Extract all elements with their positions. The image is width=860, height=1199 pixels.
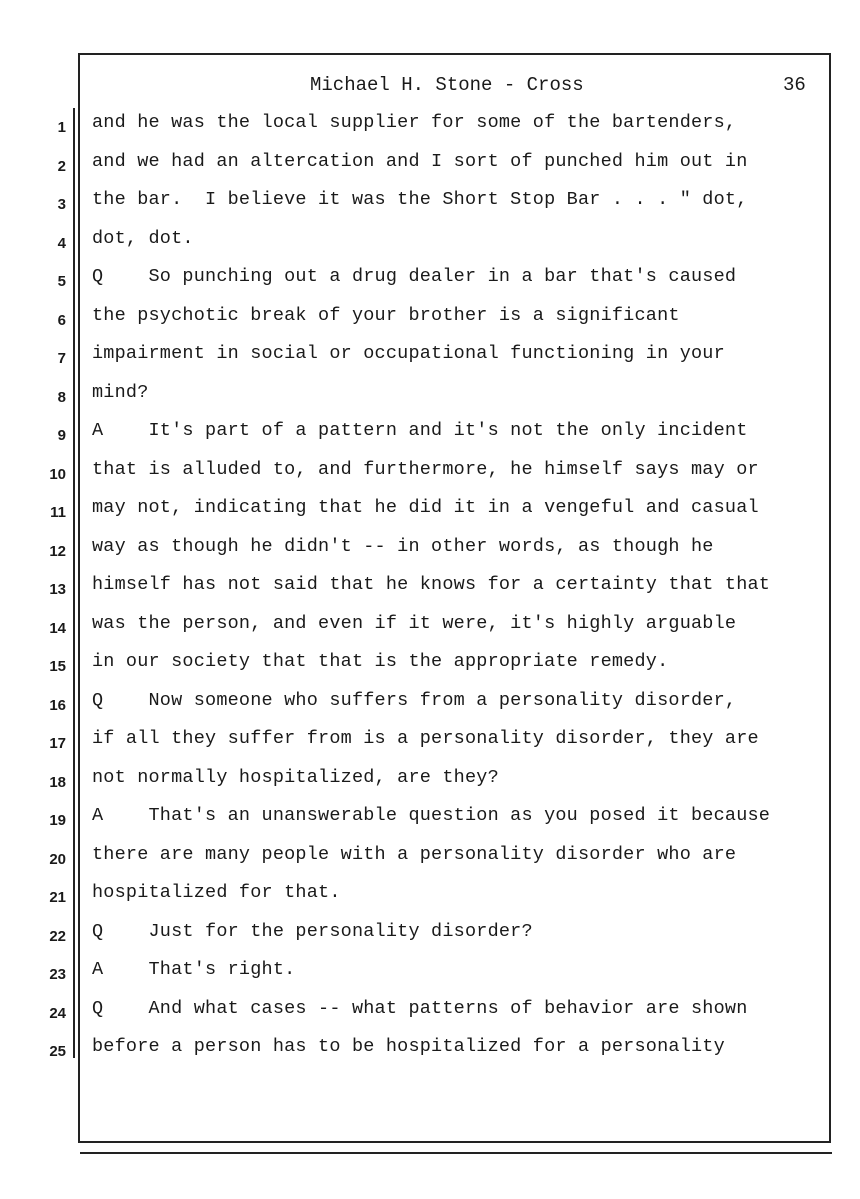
transcript-line (0, 305, 860, 344)
line-number: 4 (57, 234, 66, 252)
line-text: A That's right. (92, 959, 296, 980)
transcript-line (0, 266, 860, 305)
line-text: A It's part of a pattern and it's not the only incident (92, 420, 748, 441)
line-number: 11 (50, 504, 66, 521)
line-number: 19 (49, 812, 66, 829)
transcript-line (0, 651, 860, 690)
line-number: 10 (49, 465, 66, 483)
page-number: 36 (783, 74, 806, 96)
line-number: 15 (49, 658, 66, 675)
line-number: 17 (49, 735, 66, 752)
line-text: impairment in social or occupational functioning in your (92, 343, 725, 364)
line-number: 9 (57, 427, 66, 444)
transcript-line (0, 536, 860, 575)
transcript-line (0, 613, 860, 652)
line-text: the psychotic break of your brother is a significant (92, 304, 680, 326)
line-text: Q Now someone who suffers from a personality disorder, (92, 689, 737, 711)
page-title: Michael H. Stone - Cross (310, 74, 584, 96)
transcript-line (0, 420, 860, 459)
transcript-line (0, 690, 860, 729)
transcript-line (0, 574, 860, 613)
line-text: and he was the local supplier for some of the bartenders, (92, 112, 737, 133)
line-text: and we had an altercation and I sort of punched him out in (92, 150, 748, 172)
page-header (0, 74, 860, 104)
line-number: 7 (57, 350, 66, 367)
line-text: dot, dot. (92, 227, 194, 249)
transcript-line (0, 189, 860, 228)
line-text: A That's an unanswerable question as you posed it because (92, 805, 771, 826)
line-text: was the person, and even if it were, it's highly arguable (92, 612, 737, 634)
line-text: Q Just for the personality disorder? (92, 920, 533, 942)
line-number: 20 (49, 850, 66, 868)
line-number: 14 (49, 619, 66, 637)
line-text: himself has not said that he knows for a certainty that that (92, 574, 771, 595)
transcript-line (0, 921, 860, 960)
line-text: that is alluded to, and furthermore, he himself says may or (92, 458, 759, 480)
line-number: 13 (49, 581, 66, 598)
transcript-line (0, 767, 860, 806)
transcript-line (0, 497, 860, 536)
line-text: way as though he didn't -- in other words, as though he (92, 535, 714, 557)
line-text: Q And what cases -- what patterns of behavior are shown (92, 997, 748, 1019)
transcript-line (0, 805, 860, 844)
transcript-line (0, 343, 860, 382)
line-number: 16 (49, 696, 66, 714)
line-number: 24 (49, 1004, 66, 1022)
line-number: 25 (49, 1043, 66, 1060)
line-text: may not, indicating that he did it in a vengeful and casual (92, 497, 759, 518)
line-number: 3 (57, 196, 66, 213)
line-number: 12 (49, 542, 66, 560)
transcript-line (0, 1036, 860, 1075)
line-number: 5 (57, 273, 66, 290)
transcript-lines (0, 112, 860, 1075)
line-number: 6 (57, 311, 66, 329)
line-number: 2 (57, 157, 66, 175)
line-text: before a person has to be hospitalized for a personality (92, 1036, 725, 1057)
line-text: in our society that that is the appropriate remedy. (92, 651, 669, 672)
line-number: 8 (57, 388, 66, 406)
line-number: 22 (49, 927, 66, 945)
line-text: not normally hospitalized, are they? (92, 766, 499, 788)
transcript-line (0, 998, 860, 1037)
transcript-line (0, 459, 860, 498)
line-text: hospitalized for that. (92, 882, 341, 903)
bottom-rule (80, 1152, 832, 1154)
transcript-line (0, 728, 860, 767)
line-number: 18 (49, 773, 66, 791)
transcript-line (0, 882, 860, 921)
transcript-line (0, 959, 860, 998)
line-text: mind? (92, 381, 149, 403)
line-text: Q So punching out a drug dealer in a bar that's caused (92, 266, 737, 287)
line-number: 23 (49, 966, 66, 983)
line-number: 1 (57, 119, 66, 136)
line-text: there are many people with a personality disorder who are (92, 843, 737, 865)
transcript-line (0, 151, 860, 190)
transcript-line (0, 382, 860, 421)
line-number: 21 (49, 889, 66, 906)
transcript-line (0, 228, 860, 267)
transcript-line (0, 112, 860, 151)
transcript-line (0, 844, 860, 883)
line-text: the bar. I believe it was the Short Stop Bar . . . " dot, (92, 189, 748, 210)
line-text: if all they suffer from is a personality disorder, they are (92, 728, 759, 749)
